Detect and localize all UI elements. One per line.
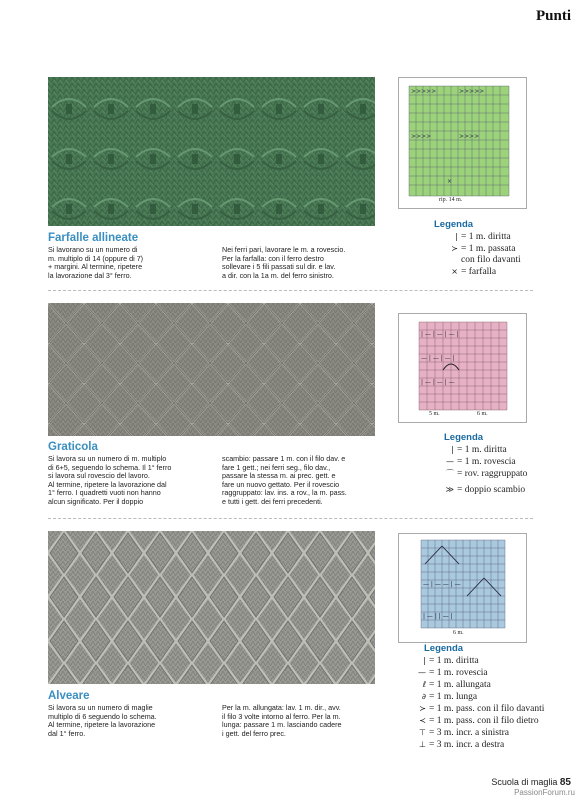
stitch-title-farfalle: Farfalle allineate bbox=[48, 232, 139, 244]
fabric-photo-farfalle bbox=[48, 77, 375, 226]
stitch-text-farfalle-col1: Si lavorano su un numero di m. multiplo di 14 (oppure di 7) + margini. Al termine, ripetere la lavorazione dal 3° ferro. bbox=[48, 245, 144, 280]
svg-text:| — | | — |: | — | | — | bbox=[423, 613, 453, 620]
svg-text:— | — | — |: — | — | — | bbox=[421, 355, 455, 362]
chart-alveare bbox=[398, 533, 527, 643]
legend-title: Legenda bbox=[444, 432, 484, 443]
stitch-text-alveare-col2: Per la m. allungata: lav. 1 m. dir., avv. il filo 3 volte intorno al ferro. Per la m. lunga: passare 1 m. lasciando cadere i gett. del ferro prec. bbox=[222, 703, 342, 738]
fabric-photo-alveare bbox=[48, 531, 375, 684]
fabric-farfalle-image bbox=[48, 77, 375, 226]
legend-alveare bbox=[402, 643, 544, 751]
magazine-name: Scuola di maglia bbox=[491, 777, 558, 787]
legend-title: Legenda bbox=[434, 219, 474, 230]
legend-row: | = 1 m. diritta bbox=[455, 232, 511, 242]
legend-row: | = 1 m. diritta bbox=[423, 656, 479, 666]
chart-graticola-grid bbox=[399, 314, 526, 422]
stitch-text-farfalle-col2: Nei ferri pari, lavorare le m. a rovescio. Per la farfalla: con il ferro destro sollevare i 5 fili passati sul dir. e lav. a dir. con la 1a m. del ferro sinistro. bbox=[222, 245, 346, 280]
legend-row: ≻ = 1 m. pass. con il filo davanti bbox=[419, 704, 545, 714]
stitch-title-graticola: Graticola bbox=[48, 441, 98, 453]
legend-row: | = 1 m. diritta bbox=[451, 445, 507, 455]
stitch-text-graticola-col2: scambio: passare 1 m. con il filo dav. e fare 1 gett.; nei ferri seg., filo dav., passare la stessa m. ai prec. gett. e fare un nuovo gettato. Per il rovescio raggruppato: lav. ins. a rov., la m. pass. e tutti i gett. dei ferri precedenti. bbox=[222, 454, 347, 506]
stitch-text-alveare-col1: Si lavora su un numero di maglie multiplo di 6 seguendo lo schema. Al termine, ripetere la lavorazione dal 1° ferro. bbox=[48, 703, 157, 738]
svg-text:>>>>>: >>>>> bbox=[411, 88, 437, 95]
legend-row: × = farfalla bbox=[451, 267, 497, 277]
chart-alveare-bottom-label: 6 m. bbox=[453, 630, 464, 636]
watermark: PassionForum.ru bbox=[514, 788, 575, 797]
chart-farfalle-bottom-label: rip. 14 m. bbox=[439, 197, 463, 203]
svg-text:| — | — | —: | — | — | — bbox=[421, 379, 455, 386]
legend-row: — = 1 m. rovescia bbox=[418, 668, 488, 678]
chart-alveare-grid bbox=[399, 534, 526, 642]
fabric-alveare-image bbox=[48, 531, 375, 684]
legend-row: ≺ = 1 m. pass. con il filo dietro bbox=[419, 716, 539, 726]
page-number: 85 bbox=[559, 777, 571, 788]
stitch-title-alveare: Alveare bbox=[48, 690, 90, 702]
legend-graticola bbox=[430, 432, 527, 496]
legend-row: — = 1 m. rovescia bbox=[446, 457, 516, 467]
section-divider bbox=[48, 518, 533, 520]
legend-row: ≻ = 1 m. passata bbox=[451, 244, 516, 254]
section-title: Punti bbox=[535, 8, 571, 24]
legend-row: ∂ = 1 m. lunga bbox=[421, 692, 478, 702]
chart-graticola bbox=[398, 313, 527, 423]
chart-farfalle-grid bbox=[399, 78, 526, 208]
page-footer bbox=[491, 777, 571, 788]
fabric-graticola-image bbox=[48, 303, 375, 436]
section-divider bbox=[48, 290, 533, 292]
svg-text:— | — — | —: — | — — | — bbox=[423, 581, 461, 588]
legend-row: ⌒ = rov. raggruppato bbox=[446, 469, 528, 479]
chart-farfalle bbox=[398, 77, 527, 209]
svg-text:>>>>: >>>> bbox=[411, 133, 432, 140]
svg-text:>>>>>: >>>>> bbox=[459, 88, 485, 95]
svg-text:>>>>: >>>> bbox=[459, 133, 480, 140]
chart-graticola-bottom-b: 6 m. bbox=[477, 411, 488, 417]
svg-text:×: × bbox=[447, 178, 453, 185]
legend-row: ℓ = 1 m. allungata bbox=[422, 680, 491, 690]
fabric-photo-graticola bbox=[48, 303, 375, 436]
stitch-text-graticola-col1: Si lavora su un numero di m. multiplo di 6+5, seguendo lo schema. Il 1° ferro si lavora sul rovescio del lavoro. Al termine, ripetere la lavorazione dal 1° ferro. I quadretti vuoti non hanno alcun significato. Per il doppio bbox=[48, 454, 172, 506]
legend-row: con filo davanti bbox=[461, 255, 521, 265]
chart-graticola-bottom-a: 5 m. bbox=[429, 411, 440, 417]
legend-row: ≫ = doppio scambio bbox=[445, 485, 526, 495]
legend-farfalle bbox=[434, 219, 521, 278]
legend-row: ⊤ = 3 m. incr. a sinistra bbox=[419, 728, 510, 738]
legend-row: ⊥ = 3 m. incr. a destra bbox=[419, 740, 505, 750]
legend-title: Legenda bbox=[424, 643, 464, 654]
svg-text:| — | — | — |: | — | — | — | bbox=[421, 331, 459, 338]
